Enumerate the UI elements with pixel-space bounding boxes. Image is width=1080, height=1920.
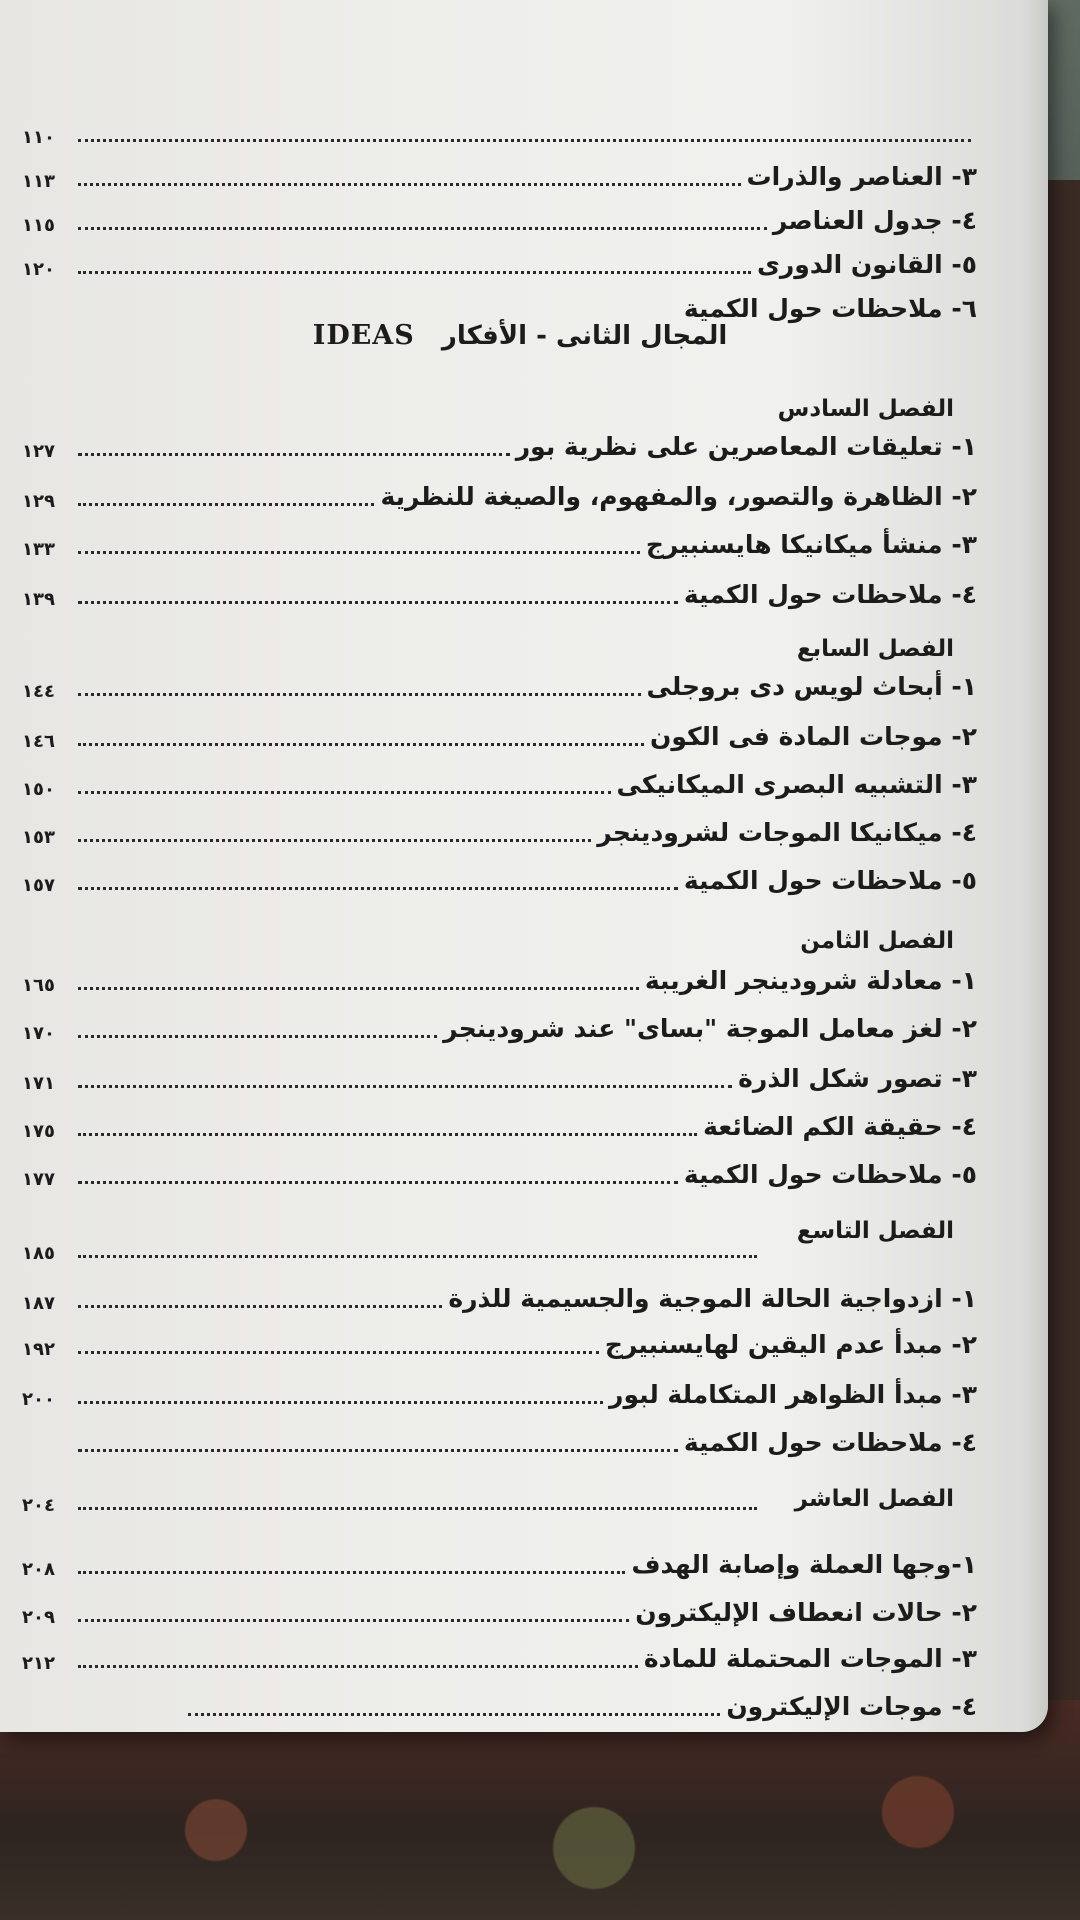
dot-leader (78, 497, 374, 506)
toc-row (22, 1312, 977, 1360)
dot-leader (78, 833, 591, 842)
chapter-heading: الفصل العاشر (794, 1486, 954, 1512)
toc-row (22, 562, 977, 610)
toc-entry-title: ١- ازدواجية الحالة الموجية والجسيمية للذرة (448, 1284, 977, 1313)
toc-page-number: ٢٠٨ (22, 1559, 55, 1580)
dot-leader (78, 177, 741, 186)
chapter-heading: الفصل السابع (796, 636, 954, 662)
dot-leader (78, 221, 767, 230)
toc-page-number: ٢١٢ (22, 1653, 55, 1674)
toc-entry-title: ٤- جدول العناصر (772, 206, 977, 235)
toc-entry-title: ١- أبحاث لويس دى بروجلى (646, 672, 977, 701)
toc-row (22, 276, 977, 324)
toc-page-number: ٢٠٩ (22, 1607, 55, 1628)
toc-row (22, 996, 977, 1044)
toc-page-number: ١٥٧ (22, 875, 55, 896)
toc-entry-title: ٢- حالات انعطاف الإليكترون (635, 1598, 977, 1627)
dot-leader (78, 881, 678, 890)
dot-leader (78, 1127, 697, 1136)
toc-page-number: ١٧٥ (22, 1121, 55, 1142)
toc-page-number: ١٤٦ (22, 731, 55, 752)
toc-row (22, 1362, 977, 1410)
toc-entry-title: ٢- الظاهرة والتصور، والمفهوم، والصيغة للنظرية (380, 482, 977, 511)
toc-entry-title: ٣- التشبيه البصرى الميكانيكى (616, 770, 977, 799)
toc-page-number: ١٣٣ (22, 539, 55, 560)
toc-page-number: ١٨٧ (22, 1293, 55, 1314)
toc-page-number: ١١٥ (22, 215, 55, 236)
dot-leader (78, 1029, 437, 1038)
toc-page-number: ١٢٧ (22, 441, 55, 462)
toc-row (22, 1266, 977, 1314)
toc-row (22, 464, 977, 512)
toc-row (22, 232, 977, 280)
chapter-heading: الفصل الثامن (800, 928, 954, 954)
toc-row (22, 1046, 977, 1094)
toc-row (22, 1532, 977, 1580)
toc-row (22, 948, 977, 996)
toc-row (22, 752, 977, 800)
page-edge-shadow (1024, 0, 1048, 1732)
dot-leader (78, 737, 644, 746)
dot-leader (78, 1175, 678, 1184)
toc-entry-title: ٢- موجات المادة فى الكون (650, 722, 977, 751)
toc-row (22, 188, 977, 236)
toc-row (22, 512, 977, 560)
toc-row (22, 1094, 977, 1142)
toc-row (22, 1142, 977, 1190)
toc-entry-title: ٤- ملاحظات حول الكمية (683, 1428, 977, 1457)
background-rug-pattern (0, 1740, 1080, 1920)
toc-page-number: ١٤٤ (22, 681, 55, 702)
toc-entry-title: ٢- مبدأ عدم اليقين لهايسنبيرج (604, 1330, 977, 1359)
dot-leader (78, 447, 510, 456)
dot-leader (78, 687, 641, 696)
toc-row (22, 1410, 977, 1458)
toc-entry-title: ٣- تصور شكل الذرة (738, 1064, 977, 1093)
dot-leader (78, 265, 751, 274)
toc-row (22, 654, 977, 702)
toc-page-number: ١٥٠ (22, 779, 55, 800)
dot-leader (78, 1501, 757, 1510)
toc-row (22, 100, 977, 148)
dot-leader (78, 1613, 629, 1622)
dot-leader (78, 1079, 732, 1088)
toc-entry-title: ٤- ميكانيكا الموجات لشرودينجر (597, 818, 977, 847)
dot-leader (78, 545, 640, 554)
toc-row (22, 848, 977, 896)
dot-leader (78, 133, 971, 142)
toc-row (22, 1580, 977, 1628)
domain-heading-latin: IDEAS (312, 320, 415, 351)
toc-page-number: ١١٠ (22, 127, 55, 148)
toc-entry-title: ٤- حقيقة الكم الضائعة (703, 1112, 977, 1141)
domain-heading-arabic: المجال الثانى - الأفكار (441, 321, 728, 351)
toc-entry-title: ٣- منشأ ميكانيكا هايسنبيرج (645, 530, 977, 559)
toc-row (22, 1626, 977, 1674)
chapter-heading: الفصل التاسع (796, 1218, 954, 1244)
toc-entry-title: ٥- القانون الدورى (756, 250, 977, 279)
toc-row (22, 800, 977, 848)
toc-entry-title: ٣- العناصر والذرات (746, 162, 977, 191)
toc-page-number: ١٩٢ (22, 1339, 55, 1360)
toc-page-number: ١٧٠ (22, 1023, 55, 1044)
toc-page-number: ١٧١ (22, 1073, 55, 1094)
toc-entry-title: ٦- ملاحظات حول الكمية (683, 294, 977, 323)
toc-entry-title: ٤- موجات الإليكترون (726, 1692, 977, 1721)
toc-page-number: ١٣٩ (22, 589, 55, 610)
toc-row (22, 1468, 977, 1516)
dot-leader (78, 1659, 638, 1668)
toc-page-number: ٢٠٤ (22, 1495, 55, 1516)
dot-leader (188, 1707, 720, 1716)
toc-entry-title: ١-وجها العملة وإصابة الهدف (631, 1550, 977, 1579)
toc-page-number: ١١٣ (22, 171, 55, 192)
chapter-heading: الفصل السادس (777, 396, 954, 422)
toc-entry-title: ٣- الموجات المحتملة للمادة (643, 1644, 977, 1673)
dot-leader (78, 1249, 757, 1258)
domain-heading (300, 320, 740, 351)
toc-page-number: ١٨٥ (22, 1243, 55, 1264)
toc-entry-title: ٤- ملاحظات حول الكمية (683, 580, 977, 609)
toc-page-number: ٢٠٠ (22, 1389, 55, 1410)
toc-row (22, 1216, 977, 1264)
toc-page-number: ١٥٣ (22, 827, 55, 848)
dot-leader (78, 1395, 603, 1404)
dot-leader (78, 981, 639, 990)
toc-entry-title: ١- تعليقات المعاصرين على نظرية بور (515, 432, 977, 461)
toc-page-number: ١٢٩ (22, 491, 55, 512)
toc-page-number: ١٢٠ (22, 259, 55, 280)
toc-row (22, 1674, 977, 1722)
dot-leader (78, 312, 678, 318)
dot-leader (78, 785, 611, 794)
toc-entry-title: ١- معادلة شرودينجر الغريبة (644, 966, 977, 995)
toc-entry-title: ٥- ملاحظات حول الكمية (683, 1160, 977, 1189)
toc-row (22, 144, 977, 192)
toc-entry-title: ٢- لغز معامل الموجة "بساى" عند شرودينجر (443, 1014, 977, 1043)
dot-leader (78, 1443, 678, 1452)
toc-page-number: ١٧٧ (22, 1169, 55, 1190)
toc-entry-title: ٣- مبدأ الظواهر المتكاملة لبور (609, 1380, 977, 1409)
toc-row (22, 704, 977, 752)
dot-leader (78, 595, 678, 604)
toc-entry-title: ٥- ملاحظات حول الكمية (683, 866, 977, 895)
toc-row (22, 414, 977, 462)
toc-page-number: ١٦٥ (22, 975, 55, 996)
dot-leader (78, 1299, 442, 1308)
dot-leader (78, 1345, 599, 1354)
dot-leader (78, 1565, 625, 1574)
